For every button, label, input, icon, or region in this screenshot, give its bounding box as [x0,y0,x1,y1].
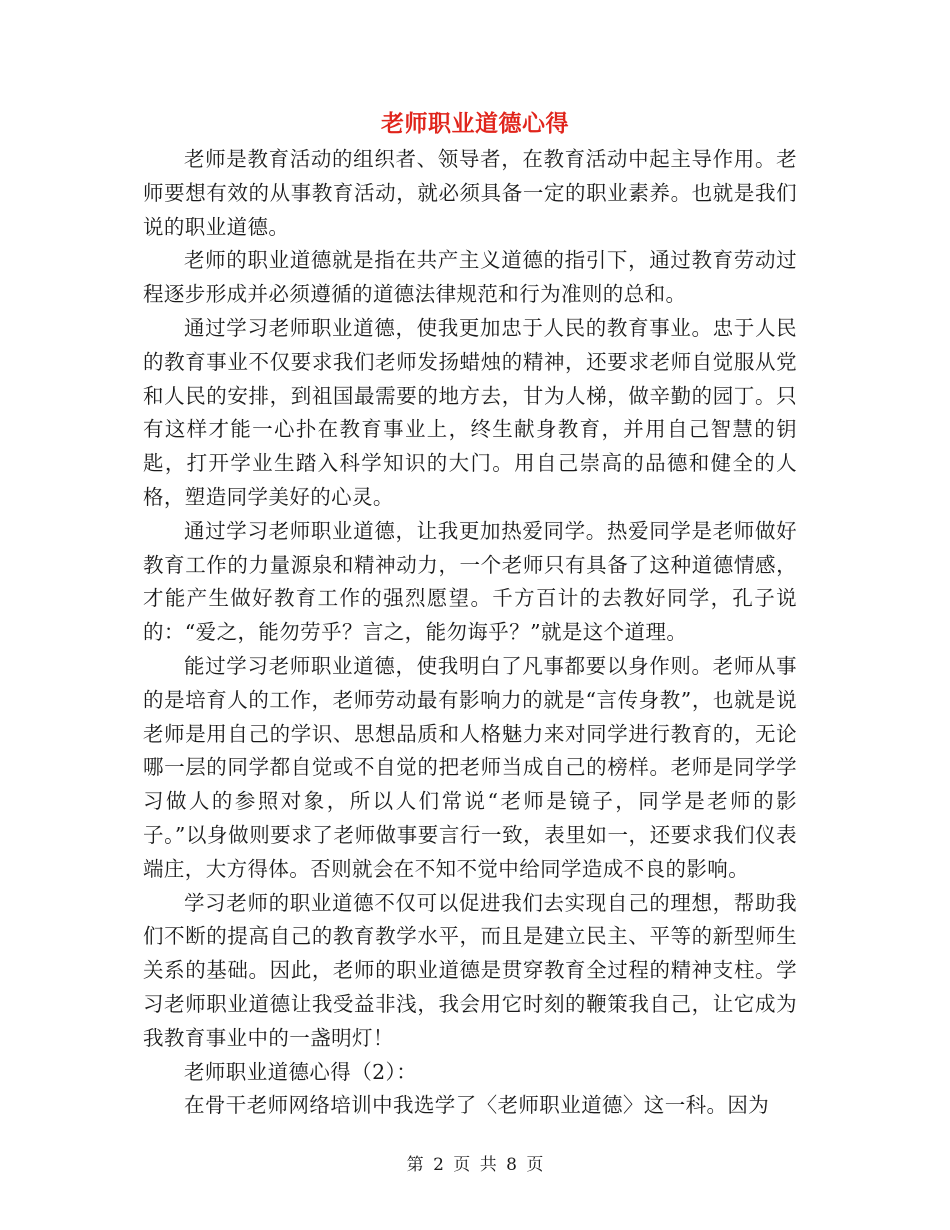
page-number: 第 2 页 共 8 页 [406,1155,544,1175]
paragraph: 老师是教育活动的组织者、领导者，在教育活动中起主导作用。老师要想有效的从事教育活动，就必须具备一定的职业素养。也就是我们说的职业道德。 [143,147,797,239]
paragraph: 学习老师的职业道德不仅可以促进我们去实现自己的理想，帮助我们不断的提高自己的教育教学水平，而且是建立民主、平等的新型师生关系的基础。因此，老师的职业道德是贯穿教育全过程的精神支柱。学习老师职业道德让我受益非浅，我会用它时刻的鞭策我自己，让它成为我教育事业中的一盏明灯！ [143,890,797,1050]
paragraph: 老师的职业道德就是指在共产主义道德的指引下，通过教育劳动过程逐步形成并必须遵循的道德法律规范和行为准则的总和。 [143,248,797,307]
paragraph: 通过学习老师职业道德，使我更加忠于人民的教育事业。忠于人民的教育事业不仅要求我们老师发扬蜡烛的精神，还要求老师自觉服从党和人民的安排，到祖国最需要的地方去，甘为人梯，做辛勤的园丁。只有这样才能一心扑在教育事业上，终生献身教育，并用自己智慧的钥匙，打开学业生踏入科学知识的大门。用自己崇高的品德和健全的人格，塑造同学美好的心灵。 [143,315,797,509]
document-title: 老师职业道德心得 [381,110,569,137]
paragraph: 能过学习老师职业道德，使我明白了凡事都要以身作则。老师从事的是培育人的工作，老师劳动最有影响力的就是“言传身教”，也就是说老师是用自己的学识、思想品质和人格魅力来对同学进行教育的，无论哪一层的同学都自觉或不自觉的把老师当成自己的榜样。老师是同学学习做人的参照对象，所以人们常说“老师是镜子，同学是老师的影子。”以身做则要求了老师做事要言行一致，表里如一，还要求我们仪表端庄，大方得体。否则就会在不知不觉中给同学造成不良的影响。 [143,653,797,881]
paragraph: 在骨干老师网络培训中我选学了〈老师职业道德〉这一科。因为 [184,1093,770,1118]
section-heading: 老师职业道德心得（2）： [184,1059,418,1084]
document-body [143,143,797,1123]
paragraph: 通过学习老师职业道德，让我更加热爱同学。热爱同学是老师做好教育工作的力量源泉和精神动力，一个老师只有具备了这种道德情感，才能产生做好教育工作的强烈愿望。千方百计的去教好同学，孔子说的：“爱之，能勿劳乎？言之，能勿诲乎？”就是这个道理。 [143,518,797,645]
